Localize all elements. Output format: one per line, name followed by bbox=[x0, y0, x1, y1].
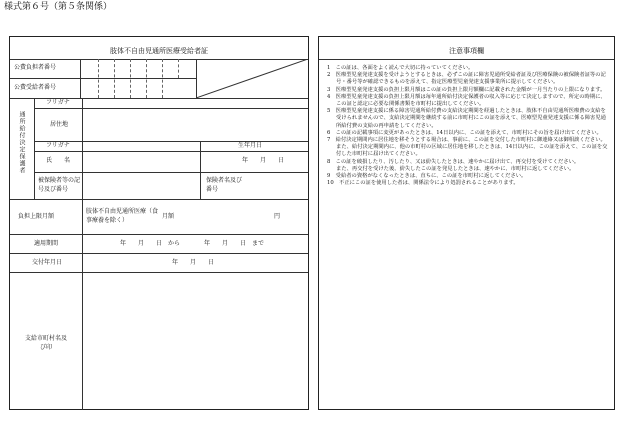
furigana-label-2: フリガナ bbox=[46, 142, 70, 149]
recipient-number-label: 公費受給者番号 bbox=[14, 84, 57, 91]
certificate-back bbox=[318, 36, 615, 410]
insured-number-label: 被保険者等の記号及び番号 bbox=[38, 177, 81, 193]
note-item: 9 受給者の資格がなくなったときは、直ちに、この証を市町村に返してください。 bbox=[327, 173, 527, 180]
certificate-title: 肢体不自由児通所医療受給者証 bbox=[110, 47, 208, 55]
insurer-label: 保険者名及び番号 bbox=[206, 177, 243, 193]
note-item: 3 医療型児童発達支援の負担上限月額はこの証の負担上限月額欄に記載された金額が一月当たりの上限になります。 bbox=[327, 86, 606, 93]
note-item: 10 不正にこの証を使用した者は、関係法令により処罰されることがあります。 bbox=[327, 180, 519, 187]
dob-value: 年 月 日 bbox=[242, 157, 285, 164]
yen-label: 円 bbox=[274, 213, 281, 220]
issue-date-label: 交付年月日 bbox=[32, 259, 63, 266]
form-label: 様式第６号（第５条関係） bbox=[4, 2, 113, 12]
guardian-vertical-label: 通所給付決定保護者 bbox=[18, 111, 25, 174]
municipality-label: 支給市町村名及び印 bbox=[24, 335, 67, 351]
note-item: 2 医療型児童発達支援を受けようとするときは、必ずこの証に障害児通所受給者証及び医療保険の被保険者証等の記号・番号等が確認できるものを添えて、指定医療型児童発達支援事業所に提示してください。 bbox=[327, 72, 606, 86]
name-label: 氏 名 bbox=[46, 157, 71, 164]
note-item: また、給付決定期間内に、他の市町村の区域に居住地を移したときは、14日以内に、この証を添えて、この証を交付した市町村に届け出てください。 bbox=[336, 144, 608, 158]
note-item: 1 この証は、各面をよく読んで大切に持っていてください。 bbox=[327, 65, 474, 71]
limit-description: 肢体不自由児通所医療（食事療養を除く） bbox=[86, 208, 159, 224]
issue-date-value: 年 月 日 bbox=[172, 259, 215, 266]
address-label: 居住地 bbox=[50, 121, 69, 128]
note-item: 6 この証の記載事項に変更があったときは、14日以内に、この証を添えて、市町村にその旨を届け出てください。 bbox=[327, 129, 602, 136]
monthly-label: 月額 bbox=[162, 213, 175, 220]
note-item: 5 医療型児童発達支援に係る障害児通所給付費の支給決定期間を経過したときは、肢体不自由児通所医療費の支給を受けられませんので、支給決定期間を継続する前に市町村にこの証を添えて、医療型児童発達支援に係る障害児通所給付費の支給の再申請をしてください。 bbox=[327, 108, 606, 129]
diagonal-strike bbox=[196, 59, 308, 98]
certificate-front bbox=[9, 36, 309, 410]
note-item: 8 この証を破損したり、汚したり、又は紛失したときは、速やかに届け出て、再交付を受けてください。 bbox=[327, 158, 580, 165]
period-label: 適用期間 bbox=[34, 240, 59, 247]
limit-label: 負担上限月額 bbox=[18, 213, 55, 220]
payer-number-label: 公費負担者番号 bbox=[14, 64, 57, 71]
notes-list bbox=[327, 65, 609, 187]
period-value: 年 月 日 から 年 月 日 まで bbox=[120, 240, 265, 247]
notes-title: 注意事項欄 bbox=[449, 47, 484, 55]
note-item: 4 医療型児童発達支援の負担上限月額は毎年通所給付決定保護者の収入等に応じて決定しますので、所定の時期に、この証と認定に必要な関係書類を市町村に提出してください。 bbox=[327, 93, 606, 108]
note-item: また、再交付を受けた後、紛失したこの証を発見したときは、速やかに、市町村に返してください。 bbox=[336, 165, 575, 172]
furigana-label-1: フリガナ bbox=[46, 99, 70, 106]
note-item: 7 給付決定期間内に居住地を移そうとする場合は、事前に、この証を交付した市町村に御連絡又は御相談ください。 bbox=[327, 137, 606, 144]
dob-label: 生年月日 bbox=[238, 142, 263, 149]
